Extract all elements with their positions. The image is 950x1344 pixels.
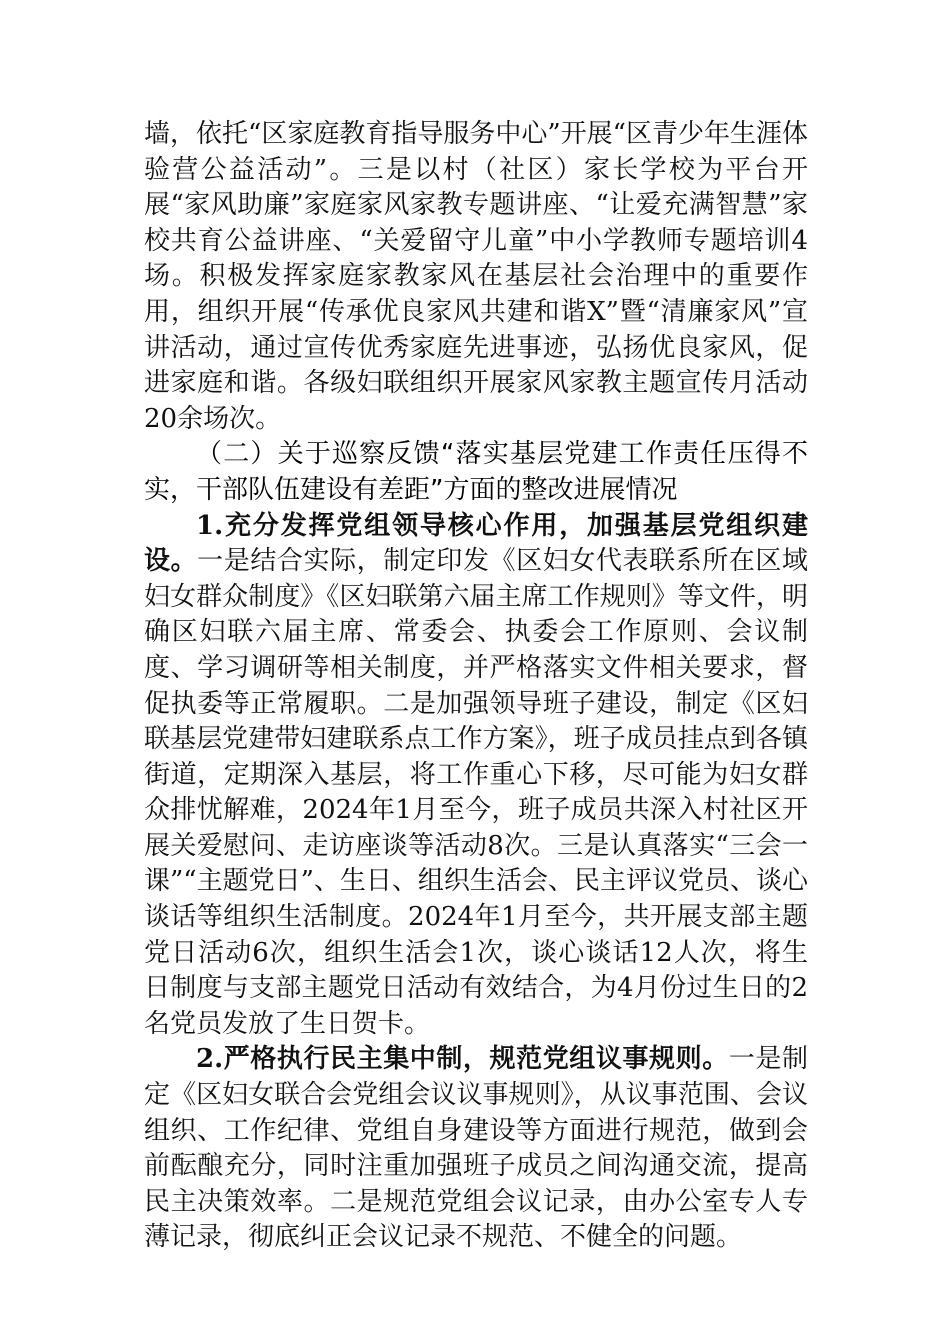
paragraph-lead-1: 1.充分发挥党组领导核心作用，加强基层党组织建设。 — [144, 510, 808, 577]
section-heading-2: （二）关于巡察反馈“落实基层党建工作责任压得不实，干部队伍建设有差距”方面的整改进展情况 — [144, 439, 808, 505]
paragraph-democratic-centralism — [144, 1042, 808, 1256]
paragraph-family-education: 墙，依托“区家庭教育指导服务中心”开展“区青少年生涯体验营公益活动”。三是以村（社区）家长学校为平台开展“家风助廉”家庭家风家教专题讲座、“让爱充满智慧”家校共育公益讲座、“关爱留守儿童”中小学教师专题培训4场。积极发挥家庭家教家风在基层社会治理中的重要作用，组织开展“传承优良家风共建和谐X”暨“清廉家风”宣讲活动，通过宣传优秀家庭先进事迹，弘扬优良家风，促进家庭和谐。各级妇联组织开展家风家教主题宣传月活动20余场次。 — [144, 119, 808, 434]
paragraph-text-2: 一是制定《区妇女联合会党组会议议事规则》，从议事范围、会议组织、工作纪律、党组自身建设等方面进行规范，做到会前酝酿充分，同时注重加强班子成员之间沟通交流，提高民主决策效率。二是规范党组会议记录，由办公室专人专薄记录，彻底纠正会议记录不规范、不健全的问题。 — [144, 1044, 808, 1253]
paragraph-lead-2: 2.严格执行民主集中制，规范党组议事规则。 — [196, 1044, 729, 1075]
paragraph-party-leadership — [144, 509, 808, 1043]
paragraph-text-1: 一是结合实际，制定印发《区妇女代表联系所在区域妇女群众制度》《区妇联第六届主席工作规则》等文件，明确区妇联六届主席、常委会、执委会工作原则、会议制度、学习调研等相关制度，并严格落实文件相关要求，督促执委等正常履职。二是加强领导班子建设，制定《区妇联基层党建带妇建联系点工作方案》，班子成员挂点到各镇街道，定期深入基层，将工作重心下移，尽可能为妇女群众排忧解难，2024年1月至今，班子成员共深入村社区开展关爱慰问、走访座谈等活动8次。三是认真落实“三会一课”“主题党日”、生日、组织生活会、民主评议党员、谈心谈话等组织生活制度。2024年1月至今，共开展支部主题党日活动6次，组织生活会1次，谈心谈话12人次，将生日制度与支部主题党日活动有效结合，为4月份过生日的2名党员发放了生日贺卡。 — [144, 546, 808, 1039]
document-body — [144, 117, 808, 1256]
